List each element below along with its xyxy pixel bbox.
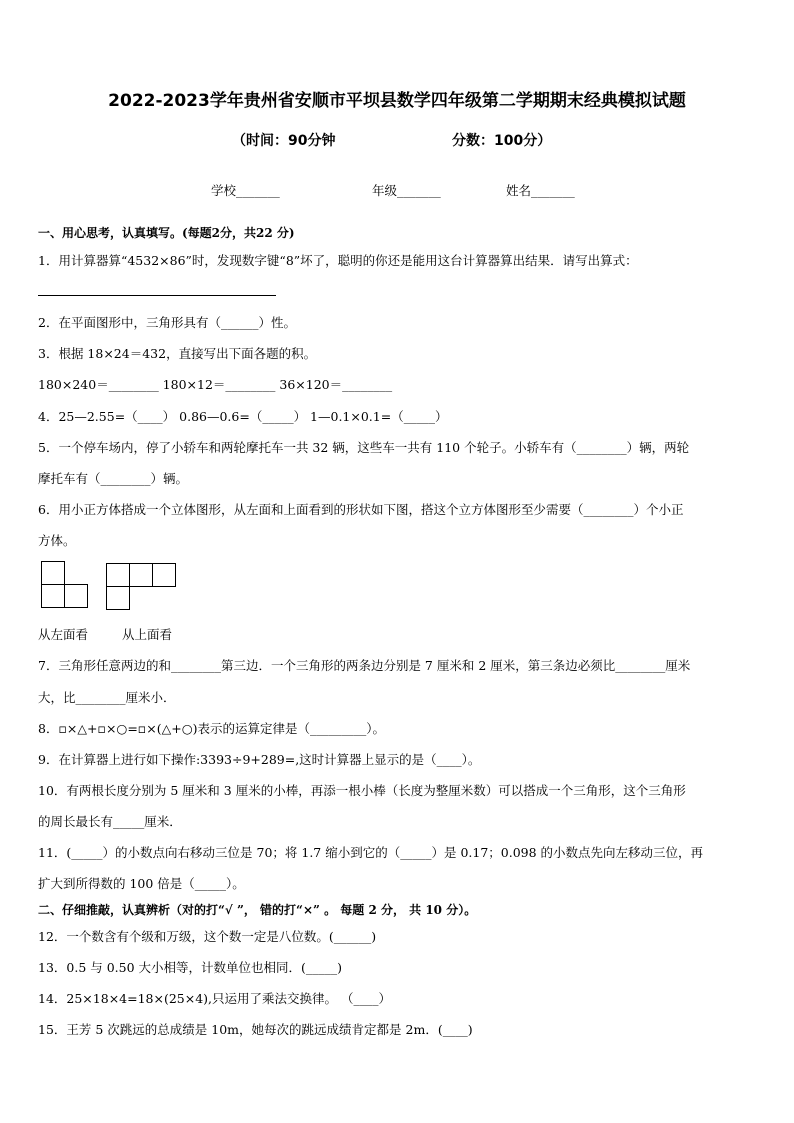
question-12: 12．一个数含有个级和万级，这个数一定是八位数。(______) bbox=[38, 929, 377, 944]
left-view-caption: 从左面看 bbox=[38, 627, 89, 642]
section-1-heading: 一、用心思考，认真填写。(每题2分，共22 分) bbox=[38, 226, 295, 240]
section-2-heading: 二、仔细推敲，认真辨析（对的打“√ ”， 错的打“×” 。 每题 2 分， 共 10 分）。 bbox=[38, 903, 477, 917]
question-14: 14．25×18×4=18×(25×4),只运用了乘法交换律。 （____） bbox=[38, 991, 392, 1006]
question-11-line-2: 扩大到所得数的 100 倍是（_____）。 bbox=[38, 876, 245, 891]
page-title: 2022-2023学年贵州省安顺市平坝县数学四年级第二学期期末经典模拟试题 bbox=[108, 91, 686, 111]
school-field: 学校_______ bbox=[211, 183, 280, 198]
question-5-line-2: 摩托车有（________）辆。 bbox=[38, 471, 189, 486]
answer-line bbox=[38, 295, 276, 296]
question-1: 1．用计算器算“4532×86”时，发现数字键“8”坏了，聪明的你还是能用这台计算器算出结果．请写出算式： bbox=[38, 253, 638, 268]
question-3: 3．根据 18×24＝432，直接写出下面各题的积。 bbox=[38, 346, 317, 361]
question-4: 4．25—2.55=（____） 0.86—0.6=（_____） 1—0.1×0.1=（_____） bbox=[38, 409, 448, 424]
name-field: 姓名_______ bbox=[506, 183, 575, 198]
top-view-caption: 从上面看 bbox=[122, 627, 173, 642]
question-11-line-1: 11．(_____）的小数点向右移动三位是 70；将 1.7 缩小到它的（_____）是 0.17；0.098 的小数点先向左移动三位，再 bbox=[38, 845, 704, 860]
question-5-line-1: 5．一个停车场内，停了小轿车和两轮摩托车一共 32 辆，这些车一共有 110 个轮子。小轿车有（________）辆，两轮 bbox=[38, 440, 690, 455]
question-6-line-1: 6．用小正方体搭成一个立体图形，从左面和上面看到的形状如下图，搭这个立方体图形至少需要（________）个小正 bbox=[38, 502, 684, 517]
question-7-line-1: 7．三角形任意两边的和________第三边．一个三角形的两条边分别是 7 厘米和 2 厘米，第三条边必须比________厘米 bbox=[38, 658, 691, 673]
question-13: 13．0.5 与 0.50 大小相等，计数单位也相同．(_____) bbox=[38, 960, 343, 975]
grade-field: 年级_______ bbox=[372, 183, 441, 198]
question-10-line-2: 的周长最长有_____厘米． bbox=[38, 814, 182, 829]
question-10-line-1: 10．有两根长度分别为 5 厘米和 3 厘米的小棒，再添一根小棒（长度为整厘米数）可以搭成一个三角形，这个三角形 bbox=[38, 783, 686, 798]
question-8: 8．▫×△+▫×○=▫×(△+○)表示的运算定律是（_________）。 bbox=[38, 721, 386, 736]
exam-score: 分数：100分） bbox=[452, 133, 552, 149]
exam-time: （时间：90分钟 bbox=[232, 133, 336, 149]
question-3-items: 180×240＝________ 180×12＝________ 36×120＝________ bbox=[38, 377, 393, 392]
question-6-line-2: 方体。 bbox=[38, 533, 76, 548]
question-9: 9．在计算器上进行如下操作:3393÷9+289=,这时计算器上显示的是（____）。 bbox=[38, 752, 481, 767]
question-2: 2．在平面图形中，三角形具有（______）性。 bbox=[38, 315, 296, 330]
question-15: 15．王芳 5 次跳远的总成绩是 10m，她每次的跳远成绩肯定都是 2m．(____) bbox=[38, 1022, 473, 1037]
question-7-line-2: 大，比________厘米小． bbox=[38, 690, 176, 705]
